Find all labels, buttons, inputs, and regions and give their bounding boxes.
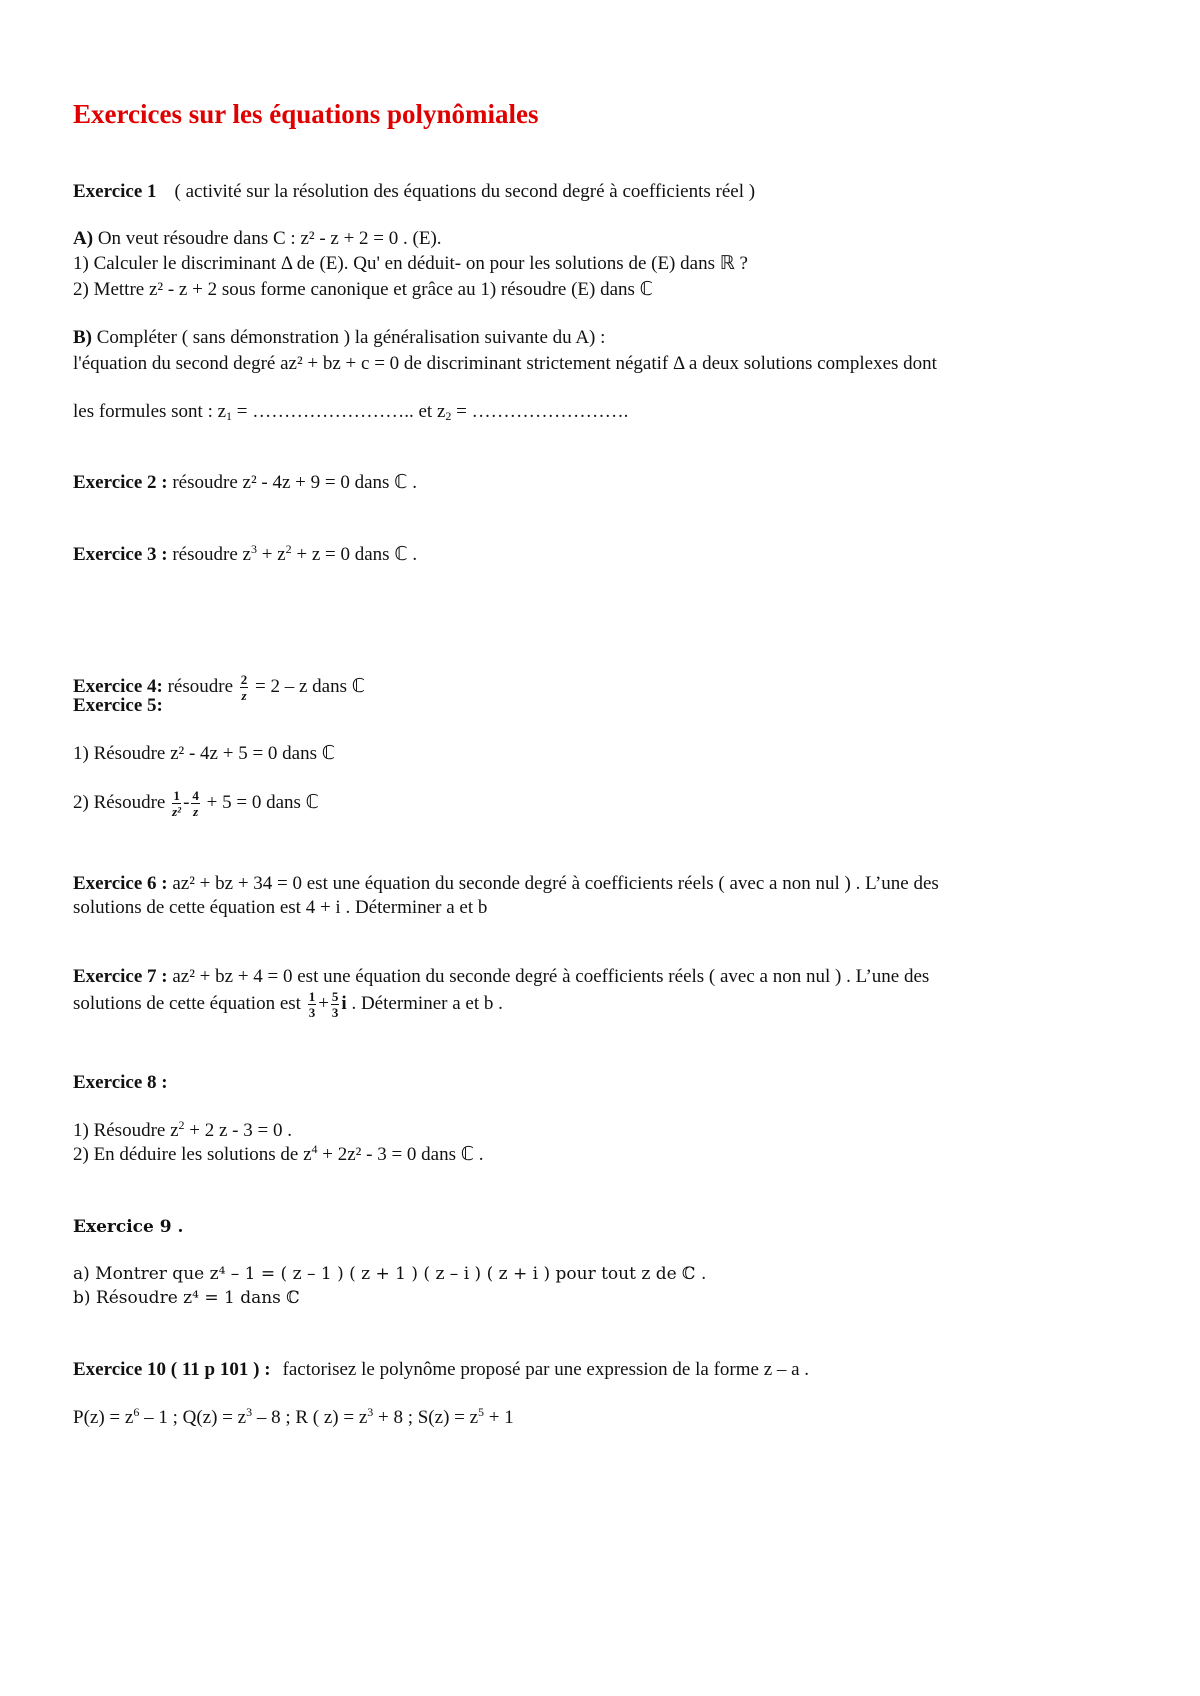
fraction-numerator: 2 [240, 672, 248, 687]
exercise-9-label: Exercice 9 . [73, 1217, 184, 1237]
part-a-label: A) [73, 228, 94, 249]
part-b-statement: l'équation du second degré az² + bz + c = 0 de discriminant strictement négatif Δ a deux solutions complexes dont [73, 353, 937, 374]
exercise-8-q2-end: + 2z² - 3 = 0 dans ℂ . [317, 1144, 484, 1165]
exercise-3-text-2: + z [256, 544, 286, 565]
page-title: Exercices sur les équations polynômiales [73, 99, 539, 129]
part-a-text: On veut résoudre dans C : z² - z + 2 = 0 . (E). [97, 228, 442, 249]
exercise-10-polynomials [73, 1406, 514, 1430]
exercise-8-q1-exp: 2 [178, 1118, 185, 1132]
part-b-formulas [73, 400, 628, 424]
exercise-8-q1-end: + 2 z - 3 = 0 . [184, 1120, 292, 1141]
exercise-7-label: Exercice 7 : [73, 966, 168, 987]
poly-p-exp: 6 [133, 1405, 140, 1419]
exercise-7-line-1 [73, 965, 929, 989]
poly-s-exp: 5 [478, 1405, 485, 1419]
exercise-1-label: Exercice 1 [73, 181, 157, 202]
fraction-numerator: 4 [192, 788, 199, 803]
exercise-2-label: Exercice 2 : [73, 472, 168, 493]
exercise-8-q2-text: 2) En déduire les solutions de z [73, 1144, 312, 1165]
formula-sub-1: 1 [226, 409, 233, 423]
exercise-5-q2-text: 2) Résoudre [73, 791, 166, 813]
formula-sub-2: 2 [445, 409, 452, 423]
exercise-8-question-2 [73, 1143, 484, 1167]
exercise-6-line-2: solutions de cette équation est 4 + i . Déterminer a et b [73, 897, 488, 918]
exercise-5-question-2 [73, 788, 319, 819]
exercise-9-part-b: b) Résoudre z⁴ = 1 dans ℂ [73, 1288, 300, 1308]
exercise-5-question-1: 1) Résoudre z² - 4z + 5 = 0 dans ℂ [73, 743, 336, 764]
exercise-9-part-a: a) Montrer que z⁴ – 1 = ( z – 1 ) ( z + 1 ) ( z – i ) ( z + i ) pour tout z de ℂ . [73, 1264, 707, 1284]
exercise-1-question-1: 1) Calculer le discriminant Δ de (E). Qu' en déduit- on pour les solutions de (E) dans ℝ ? [73, 253, 748, 274]
fraction-numerator: 1 [308, 989, 316, 1004]
fraction-denominator: 3 [331, 1005, 339, 1020]
exercise-7-text-3: . Déterminer a et b . [346, 992, 503, 1014]
fraction-denominator: 3 [308, 1005, 316, 1020]
minus-sign: - [183, 791, 190, 813]
exercise-3-label: Exercice 3 : [73, 544, 168, 565]
exercise-7-text-2: solutions de cette équation est [73, 992, 301, 1014]
fraction-4-over-z [191, 788, 200, 819]
poly-s-end: + 1 [484, 1407, 514, 1428]
fraction-5-over-3 [331, 989, 340, 1020]
fraction-1-over-3 [308, 989, 317, 1020]
exercise-3-text-3: + z = 0 dans ℂ . [291, 544, 418, 565]
formula-text-2: = …………………….. et z [232, 401, 446, 422]
plus-sign: + [318, 992, 329, 1014]
fraction-1-over-z2 [172, 788, 181, 819]
exercise-4-label: Exercice 4: [73, 675, 163, 697]
exercise-6-label: Exercice 6 : [73, 873, 168, 894]
exercise-6-line-1 [73, 872, 939, 896]
poly-p-text: P(z) = z [73, 1407, 134, 1428]
poly-r-text: – 8 ; R ( z) = z [252, 1407, 368, 1428]
fraction-numerator: 5 [331, 989, 339, 1004]
exercise-5-q2-end: + 5 = 0 dans ℂ [206, 791, 319, 813]
exercise-7-text: az² + bz + 4 = 0 est une équation du seconde degré à coefficients réels ( avec a non nul ) . L’une des [172, 966, 930, 987]
fraction-denominator: z [241, 688, 247, 703]
poly-q-exp: 3 [246, 1405, 253, 1419]
imaginary-unit: i [341, 992, 347, 1014]
exercise-1-part-a [73, 227, 442, 251]
exercise-2 [73, 471, 417, 495]
formula-text-3: = ……………………. [451, 401, 629, 422]
poly-r-exp: 3 [367, 1405, 374, 1419]
exercise-6-text: az² + bz + 34 = 0 est une équation du seconde degré à coefficients réels ( avec a non nul ) . L’une des [172, 873, 939, 894]
poly-s-text: + 8 ; S(z) = z [373, 1407, 479, 1428]
exercise-4-text-2: = 2 – z dans ℂ [255, 675, 366, 697]
exercise-1-question-2: 2) Mettre z² - z + 2 sous forme canonique et grâce au 1) résoudre (E) dans ℂ [73, 279, 653, 300]
exercise-10-text: factorisez le polynôme proposé par une expression de la forme z – a . [282, 1359, 810, 1380]
exercise-10 [73, 1358, 809, 1382]
exercise-1-intro: ( activité sur la résolution des équations du second degré à coefficients réel ) [174, 181, 756, 202]
exercise-7-line-2 [73, 989, 503, 1020]
exercise-8-q1-text: 1) Résoudre z [73, 1120, 179, 1141]
exercise-4-text-1: résoudre [167, 675, 234, 697]
exercise-3-exp-2: 2 [285, 542, 292, 556]
fraction-2-over-z [240, 672, 249, 703]
exercise-10-label: Exercice 10 ( 11 p 101 ) : [73, 1359, 271, 1380]
exercise-1-part-b [73, 326, 605, 350]
exercise-8-label: Exercice 8 : [73, 1072, 168, 1093]
poly-q-text: – 1 ; Q(z) = z [139, 1407, 247, 1428]
fraction-numerator: 1 [173, 788, 180, 803]
formula-text-1: les formules sont : z [73, 401, 227, 422]
fraction-denominator: z² [172, 804, 182, 819]
exercise-8-q2-exp: 4 [311, 1142, 318, 1156]
part-b-text: Compléter ( sans démonstration ) la généralisation suivante du A) : [96, 327, 606, 348]
exercise-3 [73, 543, 417, 567]
fraction-denominator: z [193, 804, 199, 819]
exercise-2-text: résoudre z² - 4z + 9 = 0 dans ℂ . [172, 472, 417, 493]
exercise-3-text-1: résoudre z [172, 544, 251, 565]
exercise-1-heading [73, 180, 755, 204]
exercise-3-exp-1: 3 [250, 542, 257, 556]
part-b-label: B) [73, 327, 92, 348]
exercise-5-label: Exercice 5: [73, 695, 163, 716]
exercise-8-question-1 [73, 1119, 292, 1143]
